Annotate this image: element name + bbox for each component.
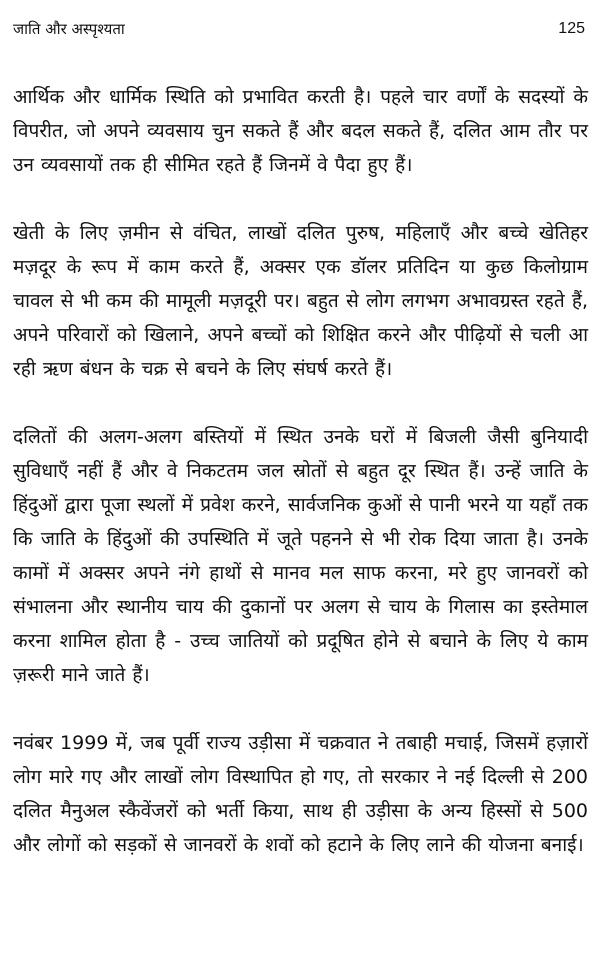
paragraph: आर्थिक और धार्मिक स्थिति को प्रभावित करती है। पहले चार वर्णों के सदस्यों के विपरीत, जो अपने व्यवसाय चुन सकते हैं और बदल सकते हैं, दलित आम तौर पर उन व्यवसायों तक ही सीमित रहते हैं जिनमें वे पैदा हुए हैं। xyxy=(13,86,588,176)
body-text xyxy=(13,80,588,862)
chapter-title: जाति और अस्पृश्यता xyxy=(13,20,125,38)
paragraph: नवंबर 1999 में, जब पूर्वी राज्य उड़ीसा में चक्रवात ने तबाही मचाई, जिसमें हज़ारों लोग मारे गए और लाखों लोग विस्थापित हो गए, तो सरकार ने नई दिल्ली से 200 दलित मैनुअल स्कैवेंजरों को भर्ती किया, साथ ही उड़ीसा के अन्य हिस्सों से 500 और लोगों को सड़कों से जानवरों के शवों को हटाने के लिए लाने की योजना बनाई। xyxy=(13,732,588,856)
paragraph: खेती के लिए ज़मीन से वंचित, लाखों दलित पुरुष, महिलाएँ और बच्चे खेतिहर मज़दूर के रूप में काम करते हैं, अक्सर एक डॉलर प्रतिदिन या कुछ किलोग्राम चावल से भी कम की मामूली मज़दूरी पर। बहुत से लोग लगभग अभावग्रस्त रहते हैं, अपने परिवारों को खिलाने, अपने बच्चों को शिक्षित करने और पीढ़ियों से चली आ रही ऋण बंधन के चक्र से बचने के लिए संघर्ष करते हैं। xyxy=(13,222,588,380)
page-number: 125 xyxy=(558,20,585,37)
paragraph: दलितों की अलग-अलग बस्तियों में स्थित उनके घरों में बिजली जैसी बुनियादी सुविधाएँ नहीं हैं और वे निकटतम जल स्रोतों से बहुत दूर स्थित हैं। उन्हें जाति के हिंदुओं द्वारा पूजा स्थलों में प्रवेश करने, सार्वजनिक कुओं से पानी भरने या यहाँ तक कि जाति के हिंदुओं की उपस्थिति में जूते पहनने से भी रोक दिया जाता है। उनके कामों में अक्सर अपने नंगे हाथों से मानव मल साफ करना, मरे हुए जानवरों को संभालना और स्थानीय चाय की दुकानों पर अलग से चाय के गिलास का इस्तेमाल करना शामिल होता है - उच्च जातियों को प्रदूषित होने से बचाने के लिए ये काम ज़रूरी माने जाते हैं। xyxy=(13,426,588,686)
running-header xyxy=(13,0,588,44)
